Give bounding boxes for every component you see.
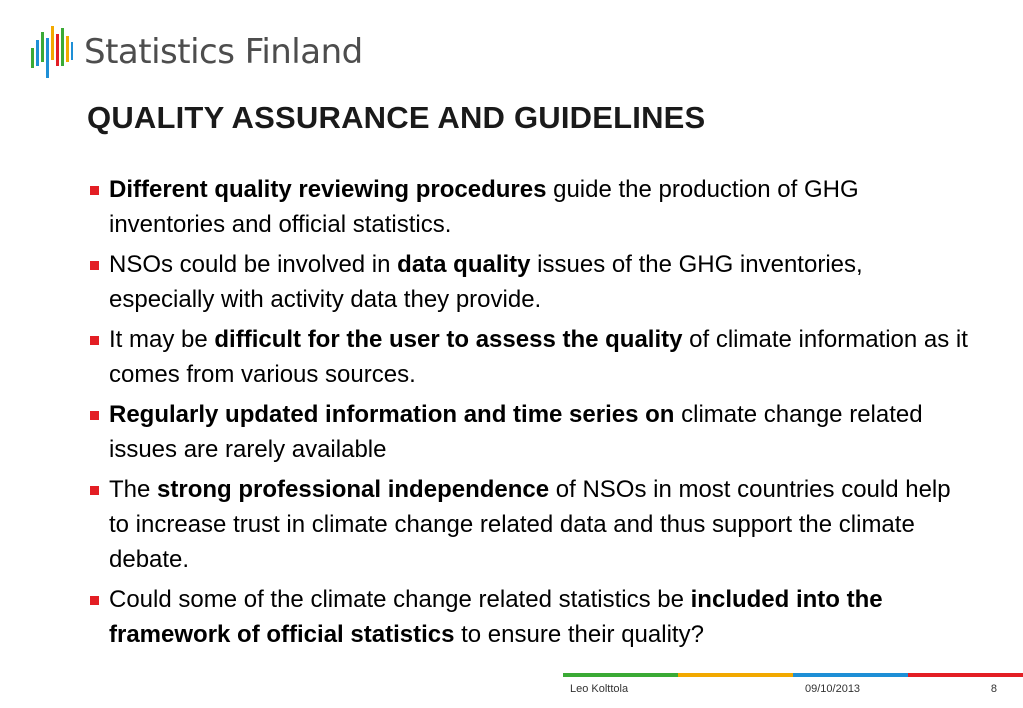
bullet-emphasis: strong professional independence — [157, 476, 550, 503]
page-number: 8 — [990, 683, 997, 695]
bullet-emphasis: Different quality reviewing procedures — [109, 176, 547, 203]
bullet-item — [90, 247, 970, 317]
bullet-item — [90, 472, 970, 577]
logo — [30, 22, 363, 82]
slide-title: QUALITY ASSURANCE AND GUIDELINES — [87, 100, 706, 135]
bullet-text: to ensure their quality? — [454, 621, 704, 648]
bullet-item — [90, 322, 970, 392]
bullet-marker-icon — [90, 411, 99, 420]
bullet-text: Could some of the climate change related statistics be — [109, 586, 691, 613]
bullet-text: It may be — [109, 326, 215, 353]
bullet-emphasis: data quality — [397, 251, 531, 278]
bullet-text: of climate information as it comes from various sources. — [109, 326, 968, 388]
bullet-marker-icon — [90, 261, 99, 270]
color-bar-yellow — [678, 673, 793, 677]
bullet-text: The — [109, 476, 158, 503]
color-bar-green — [563, 673, 678, 677]
color-bar-red — [908, 673, 1023, 677]
bullet-marker-icon — [90, 596, 99, 605]
bullet-marker-icon — [90, 186, 99, 195]
bullet-text: NSOs could be involved in — [109, 251, 398, 278]
bullet-text: guide the production of GHG inventories and official statistics. — [109, 176, 859, 238]
bullet-text: of NSOs in most countries could help to increase trust in climate change related data and thus support the climate debate. — [109, 476, 951, 573]
bullet-emphasis: difficult for the user to assess the quality — [214, 326, 683, 353]
bullet-list — [90, 172, 970, 657]
bullet-marker-icon — [90, 336, 99, 345]
footer — [563, 683, 1023, 701]
bullet-item — [90, 397, 970, 467]
footer-color-bar — [563, 673, 1023, 677]
bullet-marker-icon — [90, 486, 99, 495]
color-bar-blue — [793, 673, 908, 677]
bullet-text: climate change related issues are rarely available — [109, 401, 923, 463]
bullet-item — [90, 172, 970, 242]
footer-date: 09/10/2013 — [805, 683, 861, 695]
bullet-item — [90, 582, 970, 652]
bullet-text: issues of the GHG inventories, especially with activity data they provide. — [109, 251, 863, 313]
logo-text: Statistics Finland — [84, 32, 363, 72]
bullet-emphasis: included into the framework of official statistics — [109, 586, 883, 648]
bullet-emphasis: Regularly updated information and time series on — [109, 401, 675, 428]
footer-author: Leo Kolttola — [570, 683, 629, 695]
statistics-finland-logo-icon — [30, 24, 74, 80]
